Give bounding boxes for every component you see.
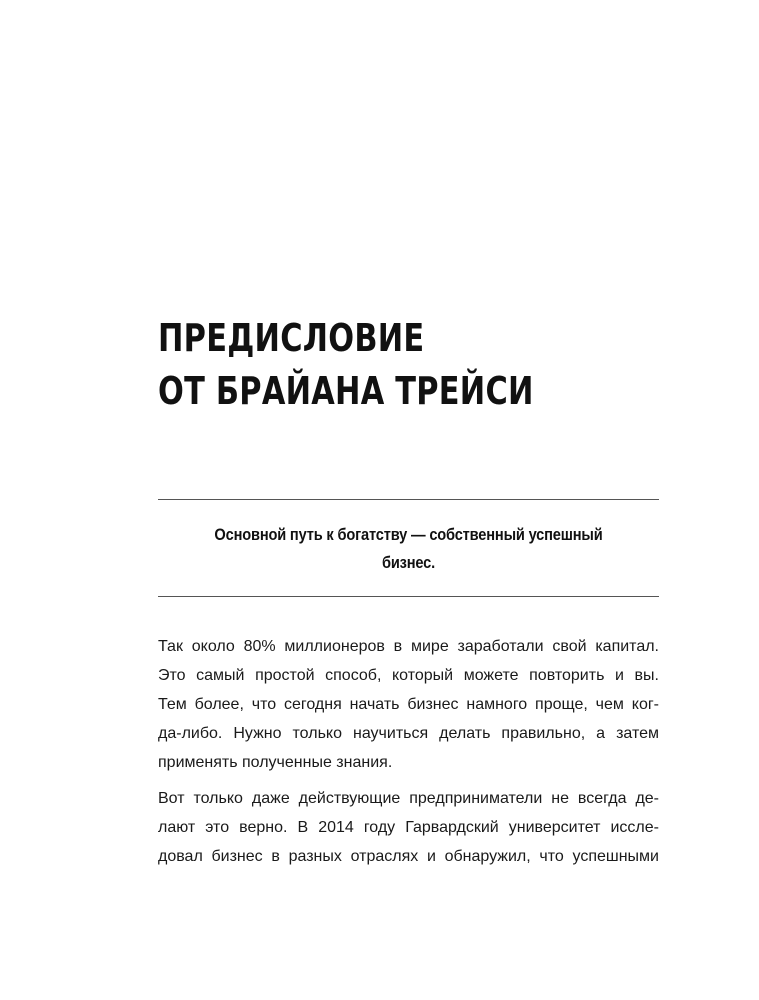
body-paragraph: [158, 784, 659, 871]
epigraph-bottom-divider: [158, 596, 659, 597]
paragraph-line: Это самый простой способ, который можете повторить и вы.: [158, 667, 659, 684]
paragraph-line: Так около 80% миллионеров в мире заработали свой капитал.: [158, 638, 659, 655]
epigraph-line-2: бизнес.: [381, 553, 436, 572]
epigraph-line-1: Основной путь к богатству — собственный успешный: [214, 525, 603, 544]
epigraph-top-divider: [158, 499, 659, 500]
paragraph-line: Вот только даже действующие предприниматели не всегда де-: [158, 790, 659, 807]
body-paragraph: [158, 632, 659, 777]
paragraph-line: довал бизнес в разных отраслях и обнаружил, что успешными: [158, 848, 659, 865]
chapter-title-line-2: ОТ БРАЙАНА ТРЕЙСИ: [158, 369, 534, 413]
chapter-title-line-1: ПРЕДИСЛОВИЕ: [158, 316, 425, 360]
paragraph-line: да-либо. Нужно только научиться делать правильно, а затем: [158, 725, 659, 742]
paragraph-line: лают это верно. В 2014 году Гарвардский университет иссле-: [158, 819, 659, 836]
paragraph-line: Тем более, что сегодня начать бизнес намного проще, чем ког-: [158, 696, 659, 713]
chapter-title: [158, 312, 574, 418]
epigraph: [158, 521, 659, 577]
paragraph-line: применять полученные знания.: [158, 754, 393, 771]
